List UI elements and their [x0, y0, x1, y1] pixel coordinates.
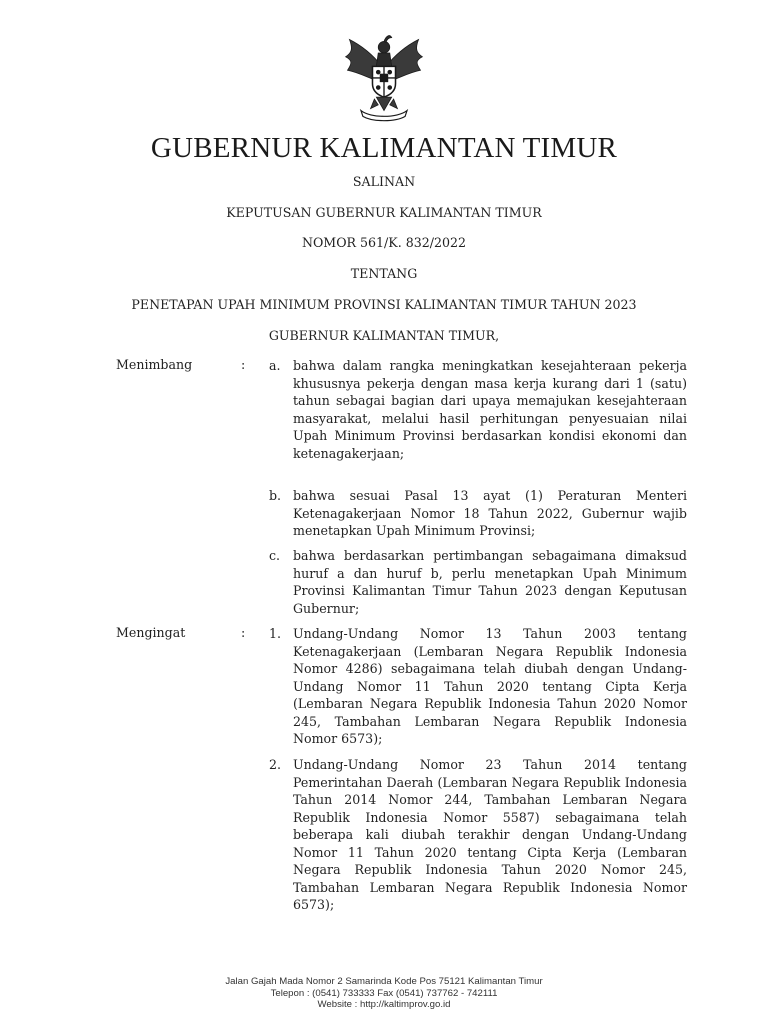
decree-subject: PENETAPAN UPAH MINIMUM PROVINSI KALIMANTAN TIMUR TAHUN 2023: [131, 297, 637, 312]
footer-phone: Telepon : (0541) 733333 Fax (0541) 737762 - 742111: [270, 987, 498, 999]
item-marker: b.: [269, 488, 282, 503]
about-label: TENTANG: [350, 266, 418, 281]
item-text: Undang-Undang Nomor 23 Tahun 2014 tentang Pemerintahan Daerah (Lembaran Negara Republik Indonesia Tahun 2014 Nomor 244, Tambahan Lembaran Negara Republik Indonesia Nomor 5587) sebagaimana telah beberapa kali diubah terakhir dengan Undang-Undang Nomor 11 Tahun 2020 tentang Cipta Kerja (Lembaran Negara Republik Indonesia Tahun 2020 Nomor 245, Tambahan Lembaran Negara Republik Indonesia Nomor 6573);: [293, 757, 687, 912]
page-footer: [0, 976, 768, 1011]
menimbang-colon: :: [241, 357, 246, 372]
item-marker: 2.: [269, 757, 282, 772]
menimbang-item-c: [269, 547, 687, 617]
menimbang-label: Menimbang: [116, 357, 193, 372]
decree-number: NOMOR 561/K. 832/2022: [301, 235, 467, 250]
item-marker: a.: [269, 358, 281, 373]
mengingat-colon: :: [241, 625, 246, 640]
item-text: Undang-Undang Nomor 13 Tahun 2003 tentang Ketenagakerjaan (Lembaran Negara Republik Indonesia Nomor 4286) sebagaimana telah diubah dengan Undang-Undang Nomor 11 Tahun 2020 tentang Cipta Kerja (Lembaran Negara Republik Indonesia Tahun 2020 Nomor 245, Tambahan Lembaran Negara Republik Indonesia Nomor 6573);: [293, 626, 687, 746]
item-text: bahwa dalam rangka meningkatkan kesejahteraan pekerja khususnya pekerja dengan masa kerja kurang dari 1 (satu) tahun sebagai bagian dari upaya memajukan kesejahteraan masyarakat, melalui hasil perhitungan penyesuaian nilai Upah Minimum Provinsi berdasarkan kondisi ekonomi dan ketenagakerjaan;: [293, 358, 687, 461]
item-marker: 1.: [269, 626, 282, 641]
item-marker: c.: [269, 548, 281, 563]
menimbang-item-a: [269, 357, 687, 462]
footer-website: Website : http://kaltimprov.go.id: [317, 999, 451, 1010]
mengingat-label: Mengingat: [116, 625, 186, 640]
menimbang-item-b: [269, 487, 687, 540]
mengingat-item-2: [269, 756, 687, 914]
mengingat-item-1: [269, 625, 687, 748]
copy-label: SALINAN: [352, 174, 416, 189]
footer-address: Jalan Gajah Mada Nomor 2 Samarinda Kode Pos 75121 Kalimantan Timur: [225, 976, 543, 987]
item-text: bahwa sesuai Pasal 13 ayat (1) Peraturan Menteri Ketenagakerjaan Nomor 18 Tahun 2022, Gubernur wajib menetapkan Upah Minimum Provinsi;: [293, 488, 687, 538]
garuda-emblem-icon: [336, 28, 432, 124]
item-text: bahwa berdasarkan pertimbangan sebagaimana dimaksud huruf a dan huruf b, perlu menetapkan Upah Minimum Provinsi Kalimantan Timur Tahun 2023 dengan Keputusan Gubernur;: [293, 548, 687, 616]
issuer-line: GUBERNUR KALIMANTAN TIMUR,: [268, 328, 500, 343]
letterhead-title: GUBERNUR KALIMANTAN TIMUR: [150, 132, 618, 164]
decree-title: KEPUTUSAN GUBERNUR KALIMANTAN TIMUR: [226, 205, 542, 220]
